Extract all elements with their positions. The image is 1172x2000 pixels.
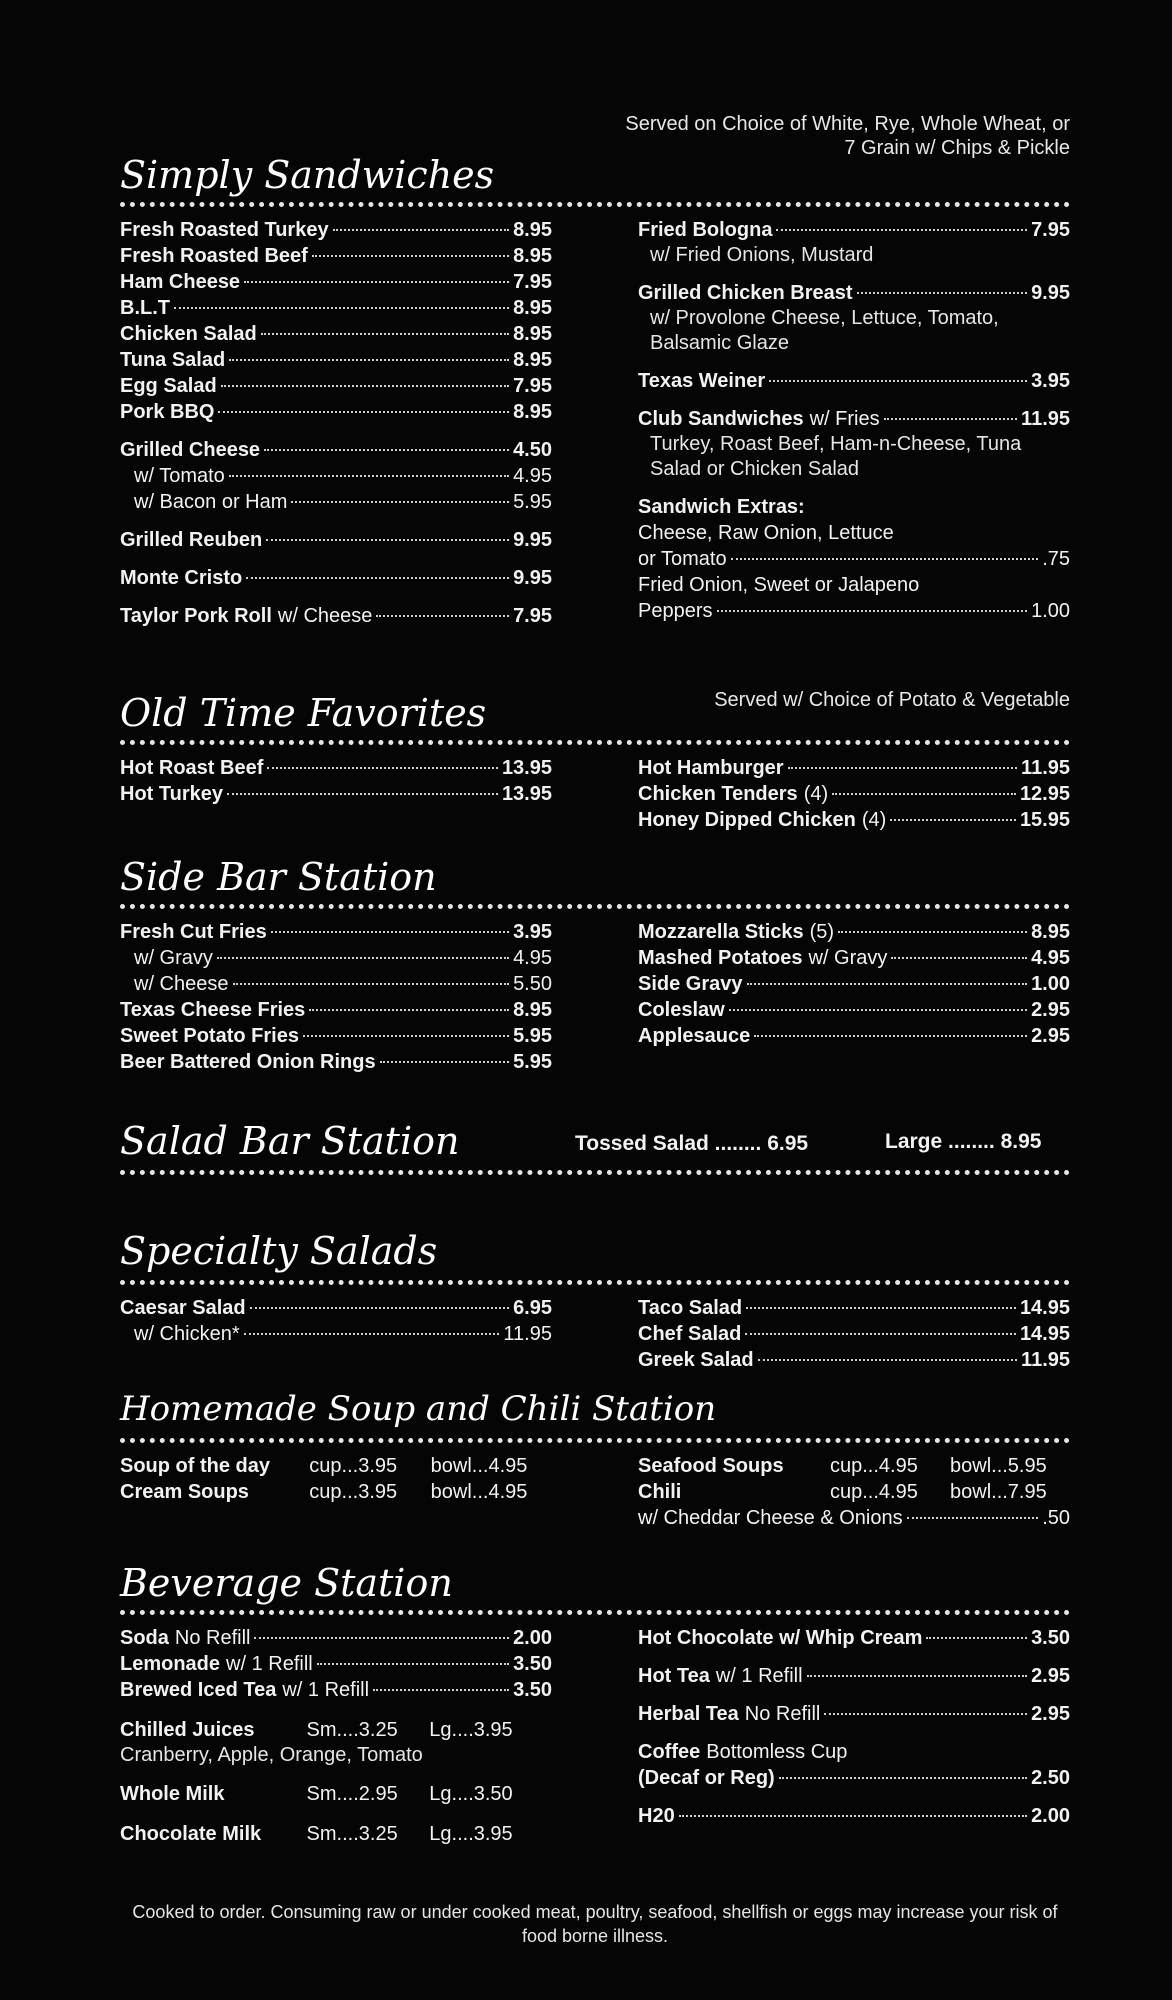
menu-item-price: 3.95 <box>1031 370 1070 392</box>
menu-item-name: or Tomato <box>638 548 727 570</box>
specialty-left-column <box>120 1295 552 1373</box>
leader-dots <box>891 957 1027 959</box>
menu-item-price: 2.95 <box>1031 1025 1070 1047</box>
menu-item-description: Cranberry, Apple, Orange, Tomato <box>120 1744 423 1766</box>
menu-item-price: 4.95 <box>1031 947 1070 969</box>
soup-right-column <box>638 1453 1070 1531</box>
menu-item <box>120 781 552 807</box>
menu-item <box>120 1781 552 1807</box>
menu-item <box>120 321 552 347</box>
menu-item-name: H20 <box>638 1805 675 1827</box>
menu-item-name: Egg Salad <box>120 375 217 397</box>
menu-item-name: Fresh Roasted Beef <box>120 245 308 267</box>
menu-item <box>120 1651 552 1677</box>
leader-dots <box>747 983 1028 985</box>
menu-item-name: Peppers <box>638 600 713 622</box>
menu-item-price: 5.95 <box>513 491 552 513</box>
menu-item-description: w/ Fried Onions, Mustard <box>650 244 874 266</box>
menu-item <box>638 1295 1070 1321</box>
section-title: Side Bar Station <box>120 855 437 899</box>
leader-dots <box>317 1663 509 1665</box>
menu-item <box>120 755 552 781</box>
menu-item <box>120 295 552 321</box>
section-title: Beverage Station <box>120 1561 453 1605</box>
menu-item <box>120 971 552 997</box>
bowl-price: bowl...4.95 <box>430 1481 528 1503</box>
soup-left-column <box>120 1453 552 1531</box>
dotted-divider <box>120 904 1070 909</box>
leader-dots <box>229 359 509 361</box>
menu-item-price: 8.95 <box>1031 921 1070 943</box>
menu-item-qualifier: w/ Fries <box>809 408 880 430</box>
menu-item-name: Chili <box>638 1481 682 1503</box>
menu-item-name: Grilled Cheese <box>120 439 261 461</box>
leader-dots <box>729 1009 1027 1011</box>
menu-item-price: 11.95 <box>1021 408 1070 430</box>
large-price: Lg....3.95 <box>429 1823 513 1845</box>
menu-item <box>638 1803 1070 1829</box>
section-salad-bar-station <box>120 1120 1070 1175</box>
menu-item-price: 14.95 <box>1019 1323 1070 1345</box>
menu-item-price: 8.95 <box>513 245 552 267</box>
menu-item-price: 1.00 <box>1031 973 1070 995</box>
menu-item <box>638 406 1070 432</box>
menu-item <box>120 997 552 1023</box>
menu-item-name: Sandwich Extras: <box>638 496 805 518</box>
menu-item <box>638 755 1070 781</box>
menu-item-qualifier: w/ Gravy <box>808 947 888 969</box>
large-salad-label: Large <box>885 1130 943 1153</box>
leader-dots <box>890 819 1016 821</box>
menu-item-name: Taco Salad <box>638 1297 743 1319</box>
menu-item-name: Grilled Reuben <box>120 529 263 551</box>
menu-item-name: Side Gravy <box>638 973 743 995</box>
menu-item-name: w/ Gravy <box>134 947 213 969</box>
menu-item <box>120 1677 552 1703</box>
menu-item <box>638 997 1070 1023</box>
leader-dots <box>907 1517 1039 1519</box>
menu-item-name: (Decaf or Reg) <box>638 1767 775 1789</box>
menu-item-price: 9.95 <box>1031 282 1070 304</box>
leader-dots <box>832 793 1016 795</box>
menu-item <box>120 565 552 591</box>
leader-dots <box>244 1333 500 1335</box>
leader-dots <box>788 767 1017 769</box>
section-title: Old Time Favorites <box>120 691 487 735</box>
leader-dots <box>769 380 1027 382</box>
menu-item <box>638 1023 1070 1049</box>
menu-item-price: 2.00 <box>513 1627 552 1649</box>
large-price: Lg....3.50 <box>429 1783 513 1805</box>
leader-dots <box>217 957 509 959</box>
menu-item-price: 3.50 <box>513 1653 552 1675</box>
menu-item-name: Chilled Juices <box>120 1719 255 1741</box>
menu-item <box>120 919 552 945</box>
menu-item <box>120 1821 552 1847</box>
menu-item-price: 3.50 <box>513 1679 552 1701</box>
dotted-divider <box>120 1610 1070 1615</box>
menu-item-price: 13.95 <box>501 757 552 779</box>
cup-price: cup...3.95 <box>309 1481 398 1503</box>
leader-dots <box>754 1035 1027 1037</box>
leader-dots <box>807 1675 1028 1677</box>
section-title: Homemade Soup and Chili Station <box>120 1389 717 1429</box>
bowl-price: bowl...4.95 <box>430 1455 528 1477</box>
leader-dots <box>824 1713 1027 1715</box>
menu-item <box>638 1347 1070 1373</box>
menu-item <box>638 781 1070 807</box>
menu-item-price: 11.95 <box>1021 1349 1070 1371</box>
menu-item-qualifier: (4) <box>861 809 887 831</box>
section-beverage-station <box>120 1562 1070 1847</box>
leader-dots <box>758 1359 1017 1361</box>
menu-item <box>638 1479 1070 1505</box>
menu-item-name: Chocolate Milk <box>120 1823 262 1845</box>
menu-item-price: 15.95 <box>1019 809 1070 831</box>
menu-item-price: 12.95 <box>1019 783 1070 805</box>
menu-item <box>638 1625 1070 1651</box>
menu-item-name: Hot Turkey <box>120 783 223 805</box>
leader-dots <box>926 1637 1027 1639</box>
menu-item <box>638 1739 1070 1765</box>
menu-item-price: 2.95 <box>1031 999 1070 1021</box>
menu-item-name: Soup of the day <box>120 1455 270 1477</box>
leader-dots: ........ <box>714 1132 762 1155</box>
section-title: Specialty Salads <box>120 1229 438 1273</box>
menu-item <box>638 598 1070 624</box>
section-specialty-salads <box>120 1230 1070 1373</box>
menu-item-name: Beer Battered Onion Rings <box>120 1051 376 1073</box>
leader-dots <box>373 1689 509 1691</box>
menu-item <box>120 269 552 295</box>
menu-item-name: Brewed Iced Tea <box>120 1679 277 1701</box>
menu-item-name: Grilled Chicken Breast <box>638 282 853 304</box>
menu-item-price: 3.50 <box>1031 1627 1070 1649</box>
menu-item <box>638 368 1070 394</box>
menu-item <box>638 1701 1070 1727</box>
dotted-divider <box>120 1170 1070 1175</box>
leader-dots <box>174 307 509 309</box>
menu-item-price: 9.95 <box>513 567 552 589</box>
menu-item <box>120 1453 552 1479</box>
menu-item-price: 5.95 <box>513 1025 552 1047</box>
menu-item <box>638 1453 1070 1479</box>
leader-dots <box>857 292 1028 294</box>
menu-item-name: Chicken Salad <box>120 323 257 345</box>
leader-dots <box>731 558 1039 560</box>
menu-item-price: 7.95 <box>513 271 552 293</box>
dotted-divider <box>120 1438 1070 1443</box>
menu-item <box>638 945 1070 971</box>
menu-item-price: .50 <box>1042 1507 1070 1529</box>
menu-item <box>120 463 552 489</box>
menu-item <box>638 1663 1070 1689</box>
large-salad-item <box>885 1130 1041 1154</box>
sandwiches-left-column <box>120 217 552 629</box>
menu-item-price: 5.50 <box>513 973 552 995</box>
menu-item <box>120 1717 552 1743</box>
menu-item-price: 7.95 <box>513 375 552 397</box>
menu-item-qualifier: Bottomless Cup <box>706 1741 848 1763</box>
leader-dots <box>779 1777 1027 1779</box>
menu-item-name: Chef Salad <box>638 1323 742 1345</box>
menu-item-name: Chicken Tenders <box>638 783 798 805</box>
menu-item-name: Sweet Potato Fries <box>120 1025 299 1047</box>
menu-item <box>638 280 1070 306</box>
menu-item-name: Taylor Pork Roll <box>120 605 272 627</box>
menu-item-price: 2.95 <box>1031 1665 1070 1687</box>
bowl-price: bowl...7.95 <box>950 1481 1047 1503</box>
menu-item-price: 2.50 <box>1031 1767 1070 1789</box>
menu-item-name: Mozzarella Sticks <box>638 921 804 943</box>
menu-item-qualifier: w/ Cheese <box>277 605 373 627</box>
menu-item <box>638 217 1070 243</box>
menu-item <box>120 347 552 373</box>
menu-item <box>120 527 552 553</box>
menu-item-price: 4.95 <box>513 465 552 487</box>
menu-item-qualifier: No Refill <box>744 1703 821 1725</box>
menu-item-name: w/ Cheddar Cheese & Onions <box>638 1507 903 1529</box>
menu-item <box>638 520 1070 546</box>
menu-item-name: Cheese, Raw Onion, Lettuce <box>638 522 894 544</box>
leader-dots <box>745 1333 1016 1335</box>
menu-item <box>120 603 552 629</box>
small-price: Sm....2.95 <box>306 1783 398 1805</box>
menu-item-price: 8.95 <box>513 297 552 319</box>
menu-item-name: w/ Cheese <box>134 973 229 995</box>
menu-item-name: w/ Bacon or Ham <box>134 491 288 513</box>
menu-item-name: Fried Bologna <box>638 219 773 241</box>
menu-item <box>120 945 552 971</box>
side-bar-right-column <box>638 919 1070 1075</box>
tossed-salad-item <box>575 1132 808 1156</box>
menu-item <box>120 1295 552 1321</box>
leader-dots <box>380 1061 509 1063</box>
leader-dots <box>221 385 509 387</box>
menu-item-name: Coleslaw <box>638 999 725 1021</box>
large-price: Lg....3.95 <box>429 1719 513 1741</box>
leader-dots <box>266 539 509 541</box>
menu-item <box>120 1625 552 1651</box>
leader-dots: ........ <box>948 1130 995 1153</box>
leader-dots <box>254 1637 509 1639</box>
leader-dots <box>250 1307 509 1309</box>
menu-item-qualifier: (5) <box>809 921 835 943</box>
menu-item-name: Texas Weiner <box>638 370 766 392</box>
dotted-divider <box>120 1280 1070 1285</box>
small-price: Sm....3.25 <box>306 1823 398 1845</box>
old-time-note: Served w/ Choice of Potato & Vegetable <box>714 689 1070 711</box>
menu-item-name: Hot Chocolate w/ Whip Cream <box>638 1627 923 1649</box>
menu-item-name: Honey Dipped Chicken <box>638 809 856 831</box>
menu-item-name: Seafood Soups <box>638 1455 784 1477</box>
menu-item-name: Soda <box>120 1627 169 1649</box>
menu-item-name: Coffee <box>638 1741 701 1763</box>
sandwiches-note: Served on Choice of White, Rye, Whole Wheat, or 7 Grain w/ Chips & Pickle <box>625 113 1070 159</box>
menu-item <box>120 1321 552 1347</box>
menu-item-qualifier: w/ 1 Refill <box>282 1679 370 1701</box>
cup-price: cup...4.95 <box>830 1481 918 1503</box>
leader-dots <box>679 1815 1027 1817</box>
menu-item-price: 3.95 <box>513 921 552 943</box>
leader-dots <box>271 931 509 933</box>
leader-dots <box>261 333 509 335</box>
menu-item-price: 13.95 <box>501 783 552 805</box>
menu-item-price: 8.95 <box>513 999 552 1021</box>
leader-dots <box>229 475 509 477</box>
menu-item-name: Monte Cristo <box>120 567 243 589</box>
dotted-divider <box>120 740 1070 745</box>
menu-item-name: Pork BBQ <box>120 401 215 423</box>
small-price: Sm....3.25 <box>306 1719 398 1741</box>
menu-item <box>638 971 1070 997</box>
menu-item-name: w/ Chicken* <box>134 1323 240 1345</box>
side-bar-left-column <box>120 919 552 1075</box>
menu-item-description: Turkey, Roast Beef, Ham-n-Cheese, Tuna Salad or Chicken Salad <box>650 433 1022 480</box>
section-old-time-favorites <box>120 688 1070 833</box>
menu-item-price: 9.95 <box>513 529 552 551</box>
menu-item <box>638 1505 1070 1531</box>
leader-dots <box>376 615 509 617</box>
section-title: Salad Bar Station <box>120 1119 460 1163</box>
sandwiches-right-column <box>638 217 1070 629</box>
menu-item <box>638 572 1070 598</box>
menu-item-qualifier: w/ 1 Refill <box>226 1653 313 1675</box>
leader-dots <box>264 449 509 451</box>
menu-item-name: Fresh Cut Fries <box>120 921 267 943</box>
menu-item-price: 2.00 <box>1031 1805 1070 1827</box>
cup-price: cup...4.95 <box>830 1455 918 1477</box>
menu-item-name: Cream Soups <box>120 1481 249 1503</box>
menu-item-name: Herbal Tea <box>638 1703 739 1725</box>
menu-item-price: 6.95 <box>513 1297 552 1319</box>
tossed-salad-price: 6.95 <box>767 1132 809 1155</box>
menu-item <box>638 1765 1070 1791</box>
leader-dots <box>309 1009 509 1011</box>
menu-item <box>120 373 552 399</box>
menu-item-name: w/ Tomato <box>134 465 225 487</box>
menu-item-price: 4.95 <box>513 947 552 969</box>
leader-dots <box>267 767 498 769</box>
menu-item-name: Ham Cheese <box>120 271 241 293</box>
leader-dots <box>227 793 498 795</box>
cup-price: cup...3.95 <box>309 1455 398 1477</box>
section-title: Simply Sandwiches <box>120 153 495 197</box>
leader-dots <box>218 411 509 413</box>
menu-item-qualifier: w/ 1 Refill <box>715 1665 803 1687</box>
menu-item <box>120 1049 552 1075</box>
menu-item-name: Hot Roast Beef <box>120 757 264 779</box>
menu-item-price: 8.95 <box>513 401 552 423</box>
menu-item <box>120 437 552 463</box>
tossed-salad-label: Tossed Salad <box>575 1132 709 1155</box>
menu-item-price: 5.95 <box>513 1051 552 1073</box>
menu-item <box>120 1479 552 1505</box>
menu-item-price: 1.00 <box>1031 600 1070 622</box>
menu-item-price: .75 <box>1042 548 1070 570</box>
large-salad-price: 8.95 <box>1000 1130 1042 1153</box>
menu-item-name: Greek Salad <box>638 1349 754 1371</box>
menu-item-name: Tuna Salad <box>120 349 226 371</box>
leader-dots <box>717 610 1028 612</box>
dotted-divider <box>120 202 1070 207</box>
menu-item-name: Club Sandwiches <box>638 408 804 430</box>
menu-item-name: Mashed Potatoes <box>638 947 803 969</box>
leader-dots <box>233 983 510 985</box>
menu-item-name: Caesar Salad <box>120 1297 246 1319</box>
menu-item-name: Fresh Roasted Turkey <box>120 219 329 241</box>
menu-item-price: 8.95 <box>513 323 552 345</box>
leader-dots <box>838 931 1027 933</box>
menu-item <box>120 217 552 243</box>
specialty-right-column <box>638 1295 1070 1373</box>
menu-item-price: 2.95 <box>1031 1703 1070 1725</box>
menu-item-name: Whole Milk <box>120 1783 225 1805</box>
menu-item <box>120 399 552 425</box>
menu-item-price: 11.95 <box>503 1323 552 1345</box>
menu-item-name: Texas Cheese Fries <box>120 999 306 1021</box>
leader-dots <box>312 255 509 257</box>
bowl-price: bowl...5.95 <box>950 1455 1047 1477</box>
menu-item-price: 4.50 <box>513 439 552 461</box>
menu-item-price: 11.95 <box>1021 757 1070 779</box>
menu-item-name: Hot Tea <box>638 1665 710 1687</box>
leader-dots <box>246 577 509 579</box>
old-time-right-column <box>638 755 1070 833</box>
beverage-left-column <box>120 1625 552 1847</box>
menu-item <box>638 494 1070 520</box>
menu-item-name: B.L.T <box>120 297 170 319</box>
menu-item-name: Fried Onion, Sweet or Jalapeno <box>638 574 920 596</box>
leader-dots <box>746 1307 1016 1309</box>
menu-item-name: Applesauce <box>638 1025 751 1047</box>
menu-item-price: 14.95 <box>1019 1297 1070 1319</box>
menu-item-price: 7.95 <box>513 605 552 627</box>
menu-item <box>638 807 1070 833</box>
menu-item-price: 7.95 <box>1031 219 1070 241</box>
menu-item-name: Hot Hamburger <box>638 757 784 779</box>
section-soup-and-chili <box>120 1389 1070 1531</box>
section-side-bar-station <box>120 856 1070 1075</box>
leader-dots <box>291 501 509 503</box>
leader-dots <box>244 281 509 283</box>
menu-item <box>120 489 552 515</box>
section-simply-sandwiches <box>120 112 1070 629</box>
food-safety-disclaimer: Cooked to order. Consuming raw or under cooked meat, poultry, seafood, shellfish or eggs may increase your risk of food borne illness. <box>132 1902 1058 1946</box>
menu-item-description: w/ Provolone Cheese, Lettuce, Tomato, Balsamic Glaze <box>650 307 999 354</box>
menu-item <box>120 1023 552 1049</box>
menu-item <box>638 919 1070 945</box>
old-time-left-column <box>120 755 552 833</box>
menu-item-price: 8.95 <box>513 349 552 371</box>
menu-item-name: Lemonade <box>120 1653 221 1675</box>
menu-item-qualifier: No Refill <box>174 1627 251 1649</box>
menu-item <box>120 243 552 269</box>
leader-dots <box>303 1035 509 1037</box>
beverage-right-column <box>638 1625 1070 1847</box>
leader-dots <box>333 229 509 231</box>
menu-item-qualifier: (4) <box>803 783 829 805</box>
menu-item <box>638 1321 1070 1347</box>
leader-dots <box>884 418 1017 420</box>
menu-item <box>638 546 1070 572</box>
leader-dots <box>776 229 1027 231</box>
menu-item-price: 8.95 <box>513 219 552 241</box>
